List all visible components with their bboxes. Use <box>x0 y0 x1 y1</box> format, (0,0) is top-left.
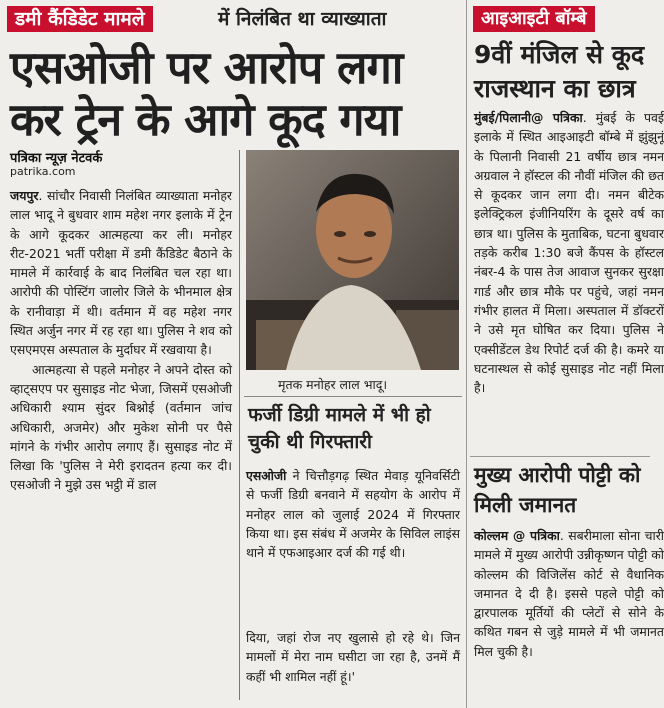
right-headline-1: 9वीं मंजिल से कूद <box>474 40 645 69</box>
col2-continued <box>246 628 460 686</box>
right-body-2: . सबरीमाला सोना चारी मामले में मुख्य आरोपी उन्नीकृष्णन पोट्टी को कोल्लम की विजिलेंस कोर्ट से वैधानिक जमानत दे दी है। इससे पहले पोट्टी को द्वारपालक मूर्तियों की प्लेटों से सोने के कथित गबन से जुड़े मामले में भी जमानत मिल चुकी है। <box>474 528 664 659</box>
right-headline-3: मुख्य आरोपी पोट्टी को <box>474 463 641 487</box>
dateline: जयपुर <box>10 188 39 203</box>
headline-line-1: एसओजी पर आरोप लगा <box>10 41 403 94</box>
portrait-image <box>246 150 459 370</box>
right-kicker: आइआइटी बॉम्बे <box>473 6 595 32</box>
right-dateline-1: मुंबई/पिलानी@ पत्रिका <box>474 110 583 125</box>
headline-line-2: कर ट्रेन के आगे कूद गया <box>10 93 401 146</box>
kicker-text: में निलंबित था व्याख्याता <box>218 8 387 30</box>
site-url: patrika.com <box>10 165 76 178</box>
subhead: फर्जी डिग्री मामले में भी हो चुकी थी गिरफ्तारी <box>248 404 431 453</box>
story-divider <box>466 0 467 708</box>
left-column-text <box>10 186 232 495</box>
right-column-text <box>246 466 460 562</box>
column-divider <box>239 150 240 700</box>
col2-para-2: दिया, जहां रोज नए खुलासे हो रहे थे। जिन मामलों में मेरा नाम घसीटा जा रहा है, उनमें मैं कहीं भी शामिल नहीं हूं।' <box>246 630 460 684</box>
right-headline-2: राजस्थान का छात्र <box>474 74 636 103</box>
right-story-1-text <box>474 108 664 438</box>
right-dateline-2: कोल्लम @ पत्रिका <box>474 528 560 543</box>
col2-lead: एसओजी <box>246 468 287 483</box>
photo-manohar <box>246 150 459 370</box>
right-headline-4: मिली जमानत <box>474 493 577 517</box>
caption-rule <box>244 396 462 397</box>
col2-para-1: ने चित्तौड़गढ़ स्थित मेवाड़ यूनिवर्सिटी से फर्जी डिग्री बनवाने में सहयोग के आरोप में मनोहर लाल को जुलाई 2024 में गिरफ्तार किया था। इस संबंध में अजमेर के सिविल लाइंस थाने में एफआइआर दर्ज की गई थी। <box>246 468 460 561</box>
kicker-highlight: डमी कैंडिडेट मामले <box>7 6 153 32</box>
right-rule <box>470 456 650 457</box>
byline: पत्रिका न्यूज़ नेटवर्क <box>10 151 103 166</box>
right-story-2-text <box>474 526 664 696</box>
photo-caption: मृतक मनोहर लाल भादू। <box>278 377 388 392</box>
right-body-1: . मुंबई के पवई इलाके में स्थित आइआइटी बॉम्बे में झुंझुनूं के पिलानी निवासी 21 वर्षीय छात्र नमन अग्रवाल ने हॉस्टल की नौवीं मंजिल की छत से कूदकर जान लगा दी। नमन बीटेक इलेक्ट्रिकल इंजीनियरिंग के दूसरे वर्ष का छात्र था। पुलिस के मुताबिक, घटना बुधवार तड़के करीब 1:30 बजे कैंपस के हॉस्टल नंबर-4 के पास तेज आवाज सुनकर सुरक्षा गार्ड और छात्र मौके पर पहुंचे, जहां नमन गंभीर हालत में मिला। अस्पताल में डॉक्टरों ने उसे मृत घोषित कर दिया। पुलिस ने एक्सीडेंटल डेथ रिपोर्ट दर्ज की है। कमरे या घटनास्थल से कोई सुसाइड नोट नहीं मिला है। <box>474 110 664 396</box>
col1-para-2: आत्महत्या से पहले मनोहर ने अपने दोस्त को व्हाट्सएप पर सुसाइड नोट भेजा, जिसमें एसओजी अधिकारी श्याम सुंदर बिश्नोई (वर्तमान जांच अधिकारी, अजमेर) और मुकेश सोनी पर पैसे मांगने के गंभीर आरोप लगाए हैं। सुसाइड नोट में लिखा कि 'पुलिस ने मेरी इरादतन हत्या कर दी। एसओजी ने मुझे उस भट्ठी में डाल <box>10 361 232 493</box>
col1-para-1: . सांचौर निवासी निलंबित व्याख्याता मनोहर लाल भादू ने बुधवार शाम महेश नगर इलाके में ट्रेन के आगे कूदकर आत्महत्या कर ली। मनोहर रीट-2021 भर्ती परीक्षा में डमी कैंडिडेट बैठाने के मामले में कार्रवाई के बाद निलंबित चल रहा था। आरोपी की पोस्टिंग जालोर जिले के भीनमाल क्षेत्र के रानीवाड़ा में थी। वर्तमान में वह महेश नगर स्थित अर्जुन नगर में रह रहा था। पुलिस ने शव को एसएमएस अस्पताल के मुर्दाघर में रखवाया है। <box>10 188 232 358</box>
